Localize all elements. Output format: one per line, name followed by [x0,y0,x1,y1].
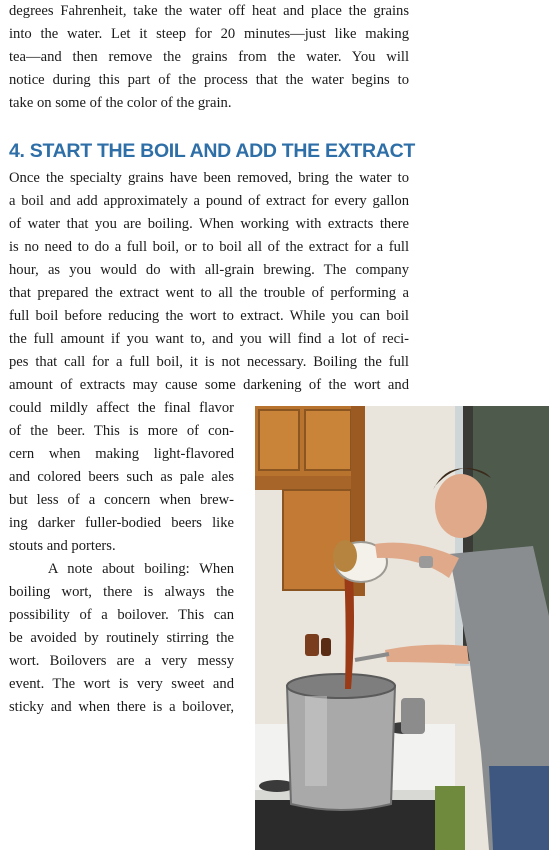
text-line: pes that call for a full boil, it is not necessary. Boiling the full [9,354,409,370]
note-paragraph [9,558,234,719]
text-line: and colored beers such as pale ales [9,469,234,485]
text-line: but less of a concern when brew- [9,492,234,508]
brewing-photo-illustration [255,406,549,850]
small-pot [401,698,425,734]
text-line: the full amount if you want to, and you will find a lot of reci- [9,331,409,347]
pot-rim [287,674,395,698]
cabinet-door-left [259,410,299,470]
brew-pot [287,686,395,810]
text-line: event. The wort is very sweet and [9,676,234,692]
text-line: possibility of a boilover. This can [9,607,234,623]
text-line: amount of extracts may cause some darkening of the wort and [9,377,409,393]
spice-jar [321,638,331,656]
text-line: boiling wort, there is always the [9,584,234,600]
text-line: take on some of the color of the grain. [9,95,232,111]
text-line: be avoided by routinely stirring the [9,630,234,646]
text-line: is no need to do a full boil, or to boil all of the extract for a full [9,239,409,255]
text-line: hour, as you would do with all-grain brewing. The company [9,262,409,278]
text-line: sticky and when there is a boilover, [9,699,234,715]
section-heading: 4. START THE BOIL AND ADD THE EXTRACT [9,140,415,162]
can-label [333,540,357,572]
text-line: could mildly affect the final flavor [9,400,234,416]
intro-paragraph [9,0,409,115]
jeans [489,766,549,850]
text-line: Once the specialty grains have been removed, bring the water to [9,170,409,186]
towel [435,786,465,850]
text-line: notice during this part of the process that the water begins to [9,72,409,88]
text-line: tea—and then remove the grains from the water. You will [9,49,409,65]
text-line: into the water. Let it steep for 20 minutes—just like making [9,26,409,42]
brewing-photo [255,406,549,850]
text-line: degrees Fahrenheit, take the water off heat and place the grains [9,3,409,19]
text-line: A note about boiling: When [9,561,234,577]
head [435,474,487,538]
text-line: stouts and porters. [9,538,116,554]
text-line: of water that you are boiling. When working with extracts there [9,216,409,232]
pot-highlight [305,696,327,786]
text-line: cern when making light-flavored [9,446,234,462]
cabinet-trim [255,476,365,490]
text-line: that prepared the extract went to all the trouble of performing a [9,285,409,301]
text-line: wort. Boilovers are a very messy [9,653,234,669]
text-line: full boil before reducing the wort to extract. While you can boil [9,308,409,324]
text-line: ing darker fuller-bodied beers like [9,515,234,531]
text-line: of the beer. This is more of con- [9,423,234,439]
text-line: a boil and add approximately a pound of extract for every gallon [9,193,409,209]
wristwatch [419,556,433,568]
beer-paragraph [9,397,234,558]
boil-paragraph [9,167,409,397]
cabinet-door-right [305,410,351,470]
spice-jar [305,634,319,656]
